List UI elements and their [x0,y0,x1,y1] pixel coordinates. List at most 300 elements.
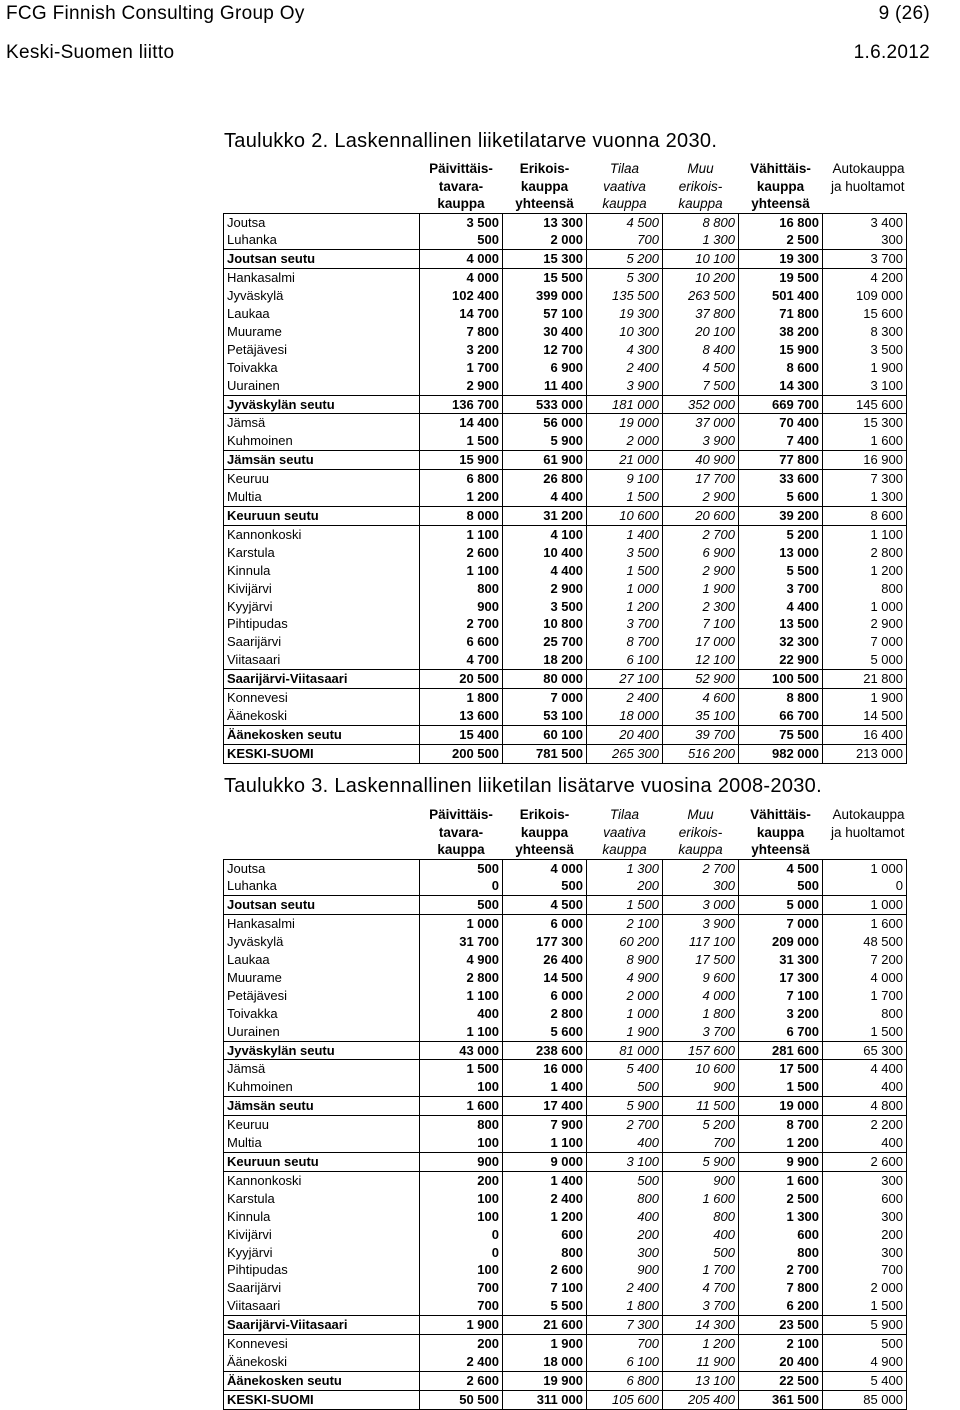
cell-vahittaiskauppa-yhteensa: 500 [739,877,823,895]
cell-muu-erikoiskauppa: 12 100 [663,651,739,669]
table-row [224,341,907,359]
cell-autokauppa: 15 300 [823,414,907,432]
cell-paivittaistavarakauppa: 200 [420,1171,503,1189]
cell-vahittaiskauppa-yhteensa: 7 800 [739,1279,823,1297]
table2-caption: Taulukko 2. Laskennallinen liiketilatarve vuonna 2030. [224,130,718,152]
cell-tilaa-vaativa-kauppa: 3 700 [587,615,663,633]
cell-erikoiskauppa-yhteensa: 26 400 [503,951,587,969]
cell-muu-erikoiskauppa: 17 500 [663,951,739,969]
cell-paivittaistavarakauppa: 500 [420,231,503,249]
cell-paivittaistavarakauppa: 4 900 [420,951,503,969]
cell-muu-erikoiskauppa: 2 300 [663,598,739,616]
cell-paivittaistavarakauppa: 50 500 [420,1390,503,1409]
cell-autokauppa: 7 200 [823,951,907,969]
table-row [224,1297,907,1315]
cell-autokauppa: 3 500 [823,341,907,359]
cell-muu-erikoiskauppa: 8 800 [663,213,739,231]
table-row [224,231,907,249]
cell-muu-erikoiskauppa: 205 400 [663,1390,739,1409]
cell-muu-erikoiskauppa: 3 700 [663,1297,739,1315]
cell-vahittaiskauppa-yhteensa: 5 000 [739,896,823,915]
table-row [224,488,907,506]
cell-muu-erikoiskauppa: 35 100 [663,707,739,725]
table-row [224,1279,907,1297]
cell-tilaa-vaativa-kauppa: 2 400 [587,689,663,707]
cell-autokauppa: 2 200 [823,1116,907,1134]
cell-autokauppa: 400 [823,1134,907,1152]
cell-tilaa-vaativa-kauppa: 2 400 [587,359,663,377]
table-row [224,359,907,377]
cell-paivittaistavarakauppa: 2 600 [420,544,503,562]
cell-erikoiskauppa-yhteensa: 16 000 [503,1060,587,1078]
row-label: Viitasaari [224,651,420,669]
cell-paivittaistavarakauppa: 15 900 [420,451,503,470]
col-header-autokauppa: Autokauppa ja huoltamot [830,807,905,840]
cell-muu-erikoiskauppa: 157 600 [663,1041,739,1060]
cell-vahittaiskauppa-yhteensa: 22 900 [739,651,823,669]
cell-erikoiskauppa-yhteensa: 1 400 [503,1171,587,1189]
cell-erikoiskauppa-yhteensa: 1 200 [503,1208,587,1226]
cell-vahittaiskauppa-yhteensa: 6 700 [739,1023,823,1041]
row-label: Kinnula [224,1208,420,1226]
row-label: Toivakka [224,1005,420,1023]
table-header-row [224,160,907,213]
cell-erikoiskauppa-yhteensa: 1 400 [503,1078,587,1096]
row-label: Jyväskylä [224,287,420,305]
cell-vahittaiskauppa-yhteensa: 14 300 [739,377,823,395]
cell-paivittaistavarakauppa: 14 400 [420,414,503,432]
cell-muu-erikoiskauppa: 39 700 [663,725,739,744]
cell-tilaa-vaativa-kauppa: 1 900 [587,1023,663,1041]
table-row [224,305,907,323]
table-row [224,725,907,744]
cell-paivittaistavarakauppa: 500 [420,896,503,915]
cell-tilaa-vaativa-kauppa: 800 [587,1190,663,1208]
row-label: Kyyjärvi [224,598,420,616]
cell-erikoiskauppa-yhteensa: 6 000 [503,987,587,1005]
cell-tilaa-vaativa-kauppa: 5 200 [587,250,663,269]
cell-paivittaistavarakauppa: 0 [420,877,503,895]
cell-muu-erikoiskauppa: 11 500 [663,1097,739,1116]
row-label: Joutsan seutu [224,896,420,915]
cell-erikoiskauppa-yhteensa: 2 600 [503,1261,587,1279]
cell-tilaa-vaativa-kauppa: 181 000 [587,395,663,414]
row-label: Luhanka [224,231,420,249]
cell-erikoiskauppa-yhteensa: 12 700 [503,341,587,359]
cell-vahittaiskauppa-yhteensa: 23 500 [739,1316,823,1335]
cell-tilaa-vaativa-kauppa: 400 [587,1134,663,1152]
row-label: Saarijärvi-Viitasaari [224,1316,420,1335]
cell-autokauppa: 21 800 [823,670,907,689]
cell-erikoiskauppa-yhteensa: 2 000 [503,231,587,249]
cell-erikoiskauppa-yhteensa: 7 000 [503,689,587,707]
table-row [224,250,907,269]
cell-autokauppa: 4 400 [823,1060,907,1078]
cell-autokauppa: 1 000 [823,859,907,877]
cell-paivittaistavarakauppa: 136 700 [420,395,503,414]
cell-vahittaiskauppa-yhteensa: 1 500 [739,1078,823,1096]
table-row [224,987,907,1005]
cell-muu-erikoiskauppa: 2 900 [663,562,739,580]
cell-vahittaiskauppa-yhteensa: 4 400 [739,598,823,616]
cell-erikoiskauppa-yhteensa: 311 000 [503,1390,587,1409]
cell-paivittaistavarakauppa: 1 000 [420,915,503,933]
table-row [224,1041,907,1060]
row-label: Multia [224,488,420,506]
cell-paivittaistavarakauppa: 800 [420,1116,503,1134]
cell-paivittaistavarakauppa: 2 400 [420,1353,503,1371]
cell-tilaa-vaativa-kauppa: 700 [587,1335,663,1353]
col-header-muu-erikoiskauppa: Muu erikois- kauppa [678,161,723,211]
cell-tilaa-vaativa-kauppa: 1 400 [587,525,663,543]
table-row [224,1116,907,1134]
cell-paivittaistavarakauppa: 400 [420,1005,503,1023]
cell-erikoiskauppa-yhteensa: 17 400 [503,1097,587,1116]
table-row [224,1226,907,1244]
cell-erikoiskauppa-yhteensa: 11 400 [503,377,587,395]
cell-paivittaistavarakauppa: 0 [420,1244,503,1262]
table-row [224,951,907,969]
cell-tilaa-vaativa-kauppa: 4 900 [587,969,663,987]
cell-muu-erikoiskauppa: 40 900 [663,451,739,470]
cell-autokauppa: 3 400 [823,213,907,231]
cell-vahittaiskauppa-yhteensa: 361 500 [739,1390,823,1409]
cell-autokauppa: 1 700 [823,987,907,1005]
cell-autokauppa: 800 [823,1005,907,1023]
col-header-tilaa-vaativa-kauppa: Tilaa vaativa kauppa [602,161,647,211]
cell-autokauppa: 7 000 [823,633,907,651]
row-label: Äänekosken seutu [224,1371,420,1390]
table-row [224,1244,907,1262]
cell-tilaa-vaativa-kauppa: 900 [587,1261,663,1279]
table-row [224,1134,907,1152]
cell-autokauppa: 1 600 [823,432,907,450]
row-label: Keuruu [224,470,420,488]
cell-erikoiskauppa-yhteensa: 600 [503,1226,587,1244]
row-label: Keuruun seutu [224,1153,420,1172]
row-label: Uurainen [224,377,420,395]
cell-muu-erikoiskauppa: 37 000 [663,414,739,432]
cell-erikoiskauppa-yhteensa: 4 500 [503,896,587,915]
cell-muu-erikoiskauppa: 352 000 [663,395,739,414]
col-header-vahittaiskauppa-yhteensa: Vähittäis- kauppa yhteensä [750,161,811,211]
cell-paivittaistavarakauppa: 43 000 [420,1041,503,1060]
cell-erikoiskauppa-yhteensa: 80 000 [503,670,587,689]
cell-erikoiskauppa-yhteensa: 61 900 [503,451,587,470]
cell-erikoiskauppa-yhteensa: 399 000 [503,287,587,305]
table-header-row [224,806,907,859]
page-number: 9 (26) [878,3,930,24]
cell-tilaa-vaativa-kauppa: 3 900 [587,377,663,395]
cell-paivittaistavarakauppa: 7 800 [420,323,503,341]
cell-paivittaistavarakauppa: 1 100 [420,562,503,580]
row-label: Kuhmoinen [224,1078,420,1096]
cell-autokauppa: 4 000 [823,969,907,987]
cell-paivittaistavarakauppa: 8 000 [420,507,503,526]
cell-vahittaiskauppa-yhteensa: 7 400 [739,432,823,450]
row-label: Joutsa [224,213,420,231]
cell-muu-erikoiskauppa: 1 800 [663,1005,739,1023]
cell-tilaa-vaativa-kauppa: 4 500 [587,213,663,231]
cell-erikoiskauppa-yhteensa: 3 500 [503,598,587,616]
cell-paivittaistavarakauppa: 1 100 [420,987,503,1005]
cell-erikoiskauppa-yhteensa: 1 900 [503,1335,587,1353]
cell-tilaa-vaativa-kauppa: 2 100 [587,915,663,933]
cell-autokauppa: 700 [823,1261,907,1279]
cell-autokauppa: 300 [823,1208,907,1226]
row-label: Keuruun seutu [224,507,420,526]
cell-erikoiskauppa-yhteensa: 18 200 [503,651,587,669]
cell-vahittaiskauppa-yhteensa: 281 600 [739,1041,823,1060]
cell-autokauppa: 1 900 [823,689,907,707]
cell-paivittaistavarakauppa: 1 200 [420,488,503,506]
row-label: Äänekoski [224,707,420,725]
cell-autokauppa: 16 400 [823,725,907,744]
row-label: Kannonkoski [224,1171,420,1189]
cell-paivittaistavarakauppa: 900 [420,598,503,616]
cell-vahittaiskauppa-yhteensa: 669 700 [739,395,823,414]
table-row [224,1078,907,1096]
row-label: Jyväskylän seutu [224,1041,420,1060]
table-row [224,287,907,305]
cell-tilaa-vaativa-kauppa: 6 800 [587,1371,663,1390]
cell-muu-erikoiskauppa: 17 000 [663,633,739,651]
cell-muu-erikoiskauppa: 1 300 [663,231,739,249]
table-row [224,395,907,414]
table3-caption: Taulukko 3. Laskennallinen liiketilan lisätarve vuosina 2008-2030. [224,775,822,797]
cell-muu-erikoiskauppa: 263 500 [663,287,739,305]
cell-muu-erikoiskauppa: 1 200 [663,1335,739,1353]
cell-vahittaiskauppa-yhteensa: 501 400 [739,287,823,305]
cell-vahittaiskauppa-yhteensa: 19 500 [739,269,823,287]
cell-erikoiskauppa-yhteensa: 15 500 [503,269,587,287]
table-row [224,651,907,669]
row-label: Pihtipudas [224,615,420,633]
cell-muu-erikoiskauppa: 2 700 [663,859,739,877]
cell-erikoiskauppa-yhteensa: 9 000 [503,1153,587,1172]
cell-paivittaistavarakauppa: 4 000 [420,269,503,287]
cell-erikoiskauppa-yhteensa: 1 100 [503,1134,587,1152]
table-row [224,1208,907,1226]
cell-paivittaistavarakauppa: 2 700 [420,615,503,633]
cell-muu-erikoiskauppa: 4 500 [663,359,739,377]
cell-muu-erikoiskauppa: 9 600 [663,969,739,987]
row-label: Kivijärvi [224,1226,420,1244]
table-row [224,544,907,562]
cell-autokauppa: 14 500 [823,707,907,725]
table-row [224,915,907,933]
cell-erikoiskauppa-yhteensa: 5 900 [503,432,587,450]
cell-vahittaiskauppa-yhteensa: 3 200 [739,1005,823,1023]
cell-erikoiskauppa-yhteensa: 10 400 [503,544,587,562]
cell-erikoiskauppa-yhteensa: 533 000 [503,395,587,414]
cell-muu-erikoiskauppa: 516 200 [663,744,739,763]
cell-tilaa-vaativa-kauppa: 19 000 [587,414,663,432]
table-row [224,670,907,689]
cell-autokauppa: 400 [823,1078,907,1096]
cell-tilaa-vaativa-kauppa: 81 000 [587,1041,663,1060]
row-label: Saarijärvi-Viitasaari [224,670,420,689]
table-row [224,615,907,633]
cell-vahittaiskauppa-yhteensa: 2 500 [739,1190,823,1208]
cell-autokauppa: 85 000 [823,1390,907,1409]
table-row [224,1005,907,1023]
cell-vahittaiskauppa-yhteensa: 5 600 [739,488,823,506]
cell-vahittaiskauppa-yhteensa: 15 900 [739,341,823,359]
cell-tilaa-vaativa-kauppa: 4 300 [587,341,663,359]
cell-tilaa-vaativa-kauppa: 105 600 [587,1390,663,1409]
cell-erikoiskauppa-yhteensa: 2 400 [503,1190,587,1208]
row-label: Kyyjärvi [224,1244,420,1262]
cell-paivittaistavarakauppa: 1 700 [420,359,503,377]
cell-paivittaistavarakauppa: 500 [420,859,503,877]
cell-tilaa-vaativa-kauppa: 27 100 [587,670,663,689]
cell-autokauppa: 2 800 [823,544,907,562]
cell-erikoiskauppa-yhteensa: 53 100 [503,707,587,725]
cell-paivittaistavarakauppa: 0 [420,1226,503,1244]
cell-tilaa-vaativa-kauppa: 10 600 [587,507,663,526]
table-row [224,1171,907,1189]
cell-erikoiskauppa-yhteensa: 56 000 [503,414,587,432]
cell-tilaa-vaativa-kauppa: 3 100 [587,1153,663,1172]
cell-erikoiskauppa-yhteensa: 6 900 [503,359,587,377]
cell-paivittaistavarakauppa: 100 [420,1190,503,1208]
table-row [224,1097,907,1116]
cell-paivittaistavarakauppa: 200 500 [420,744,503,763]
cell-tilaa-vaativa-kauppa: 5 300 [587,269,663,287]
col-header-tilaa-vaativa-kauppa: Tilaa vaativa kauppa [602,807,647,857]
table-row [224,580,907,598]
cell-autokauppa: 48 500 [823,933,907,951]
row-label: Hankasalmi [224,269,420,287]
cell-autokauppa: 8 600 [823,507,907,526]
cell-muu-erikoiskauppa: 14 300 [663,1316,739,1335]
cell-paivittaistavarakauppa: 1 900 [420,1316,503,1335]
cell-muu-erikoiskauppa: 8 400 [663,341,739,359]
cell-autokauppa: 200 [823,1226,907,1244]
cell-muu-erikoiskauppa: 117 100 [663,933,739,951]
cell-paivittaistavarakauppa: 14 700 [420,305,503,323]
cell-muu-erikoiskauppa: 3 700 [663,1023,739,1041]
cell-erikoiskauppa-yhteensa: 5 600 [503,1023,587,1041]
col-header-autokauppa: Autokauppa ja huoltamot [830,161,905,194]
cell-autokauppa: 1 000 [823,896,907,915]
cell-tilaa-vaativa-kauppa: 135 500 [587,287,663,305]
cell-vahittaiskauppa-yhteensa: 2 500 [739,231,823,249]
cell-vahittaiskauppa-yhteensa: 66 700 [739,707,823,725]
table-row [224,1190,907,1208]
cell-tilaa-vaativa-kauppa: 19 300 [587,305,663,323]
row-label: Muurame [224,969,420,987]
table-row [224,432,907,450]
cell-vahittaiskauppa-yhteensa: 71 800 [739,305,823,323]
cell-muu-erikoiskauppa: 700 [663,1134,739,1152]
cell-tilaa-vaativa-kauppa: 2 700 [587,1116,663,1134]
cell-erikoiskauppa-yhteensa: 4 000 [503,859,587,877]
cell-vahittaiskauppa-yhteensa: 77 800 [739,451,823,470]
cell-autokauppa: 600 [823,1190,907,1208]
cell-erikoiskauppa-yhteensa: 177 300 [503,933,587,951]
cell-vahittaiskauppa-yhteensa: 5 200 [739,525,823,543]
cell-autokauppa: 4 200 [823,269,907,287]
row-label: Hankasalmi [224,915,420,933]
cell-tilaa-vaativa-kauppa: 8 900 [587,951,663,969]
cell-paivittaistavarakauppa: 6 800 [420,470,503,488]
cell-erikoiskauppa-yhteensa: 19 900 [503,1371,587,1390]
cell-muu-erikoiskauppa: 1 700 [663,1261,739,1279]
row-label: Kinnula [224,562,420,580]
header-blank [224,806,420,859]
cell-vahittaiskauppa-yhteensa: 4 500 [739,859,823,877]
cell-vahittaiskauppa-yhteensa: 800 [739,1244,823,1262]
cell-autokauppa: 1 000 [823,598,907,616]
cell-tilaa-vaativa-kauppa: 20 400 [587,725,663,744]
row-label: Kannonkoski [224,525,420,543]
cell-tilaa-vaativa-kauppa: 500 [587,1078,663,1096]
cell-paivittaistavarakauppa: 3 500 [420,213,503,231]
table-row [224,507,907,526]
cell-erikoiskauppa-yhteensa: 2 900 [503,580,587,598]
table-row [224,896,907,915]
cell-vahittaiskauppa-yhteensa: 16 800 [739,213,823,231]
cell-erikoiskauppa-yhteensa: 500 [503,877,587,895]
cell-autokauppa: 5 900 [823,1316,907,1335]
table-row [224,1371,907,1390]
row-label: Konnevesi [224,1335,420,1353]
cell-vahittaiskauppa-yhteensa: 8 700 [739,1116,823,1134]
cell-paivittaistavarakauppa: 4 700 [420,651,503,669]
row-label: Viitasaari [224,1297,420,1315]
cell-vahittaiskauppa-yhteensa: 13 500 [739,615,823,633]
cell-erikoiskauppa-yhteensa: 10 800 [503,615,587,633]
cell-autokauppa: 1 500 [823,1023,907,1041]
cell-autokauppa: 213 000 [823,744,907,763]
table-row [224,377,907,395]
row-label: Kuhmoinen [224,432,420,450]
cell-muu-erikoiskauppa: 3 000 [663,896,739,915]
col-header-paivittaistavarakauppa: Päivittäis- tavara- kauppa [429,161,493,211]
row-label: Joutsan seutu [224,250,420,269]
row-label: Pihtipudas [224,1261,420,1279]
table-row [224,1316,907,1335]
cell-paivittaistavarakauppa: 1 600 [420,1097,503,1116]
cell-erikoiskauppa-yhteensa: 2 800 [503,1005,587,1023]
cell-autokauppa: 109 000 [823,287,907,305]
cell-muu-erikoiskauppa: 20 600 [663,507,739,526]
cell-autokauppa: 5 400 [823,1371,907,1390]
document-date: 1.6.2012 [853,42,930,63]
row-label: Jämsän seutu [224,451,420,470]
cell-vahittaiskauppa-yhteensa: 8 600 [739,359,823,377]
cell-paivittaistavarakauppa: 100 [420,1261,503,1279]
cell-tilaa-vaativa-kauppa: 1 500 [587,488,663,506]
cell-autokauppa: 300 [823,231,907,249]
table-row [224,1153,907,1172]
cell-vahittaiskauppa-yhteensa: 19 000 [739,1097,823,1116]
table-row [224,969,907,987]
row-label: Uurainen [224,1023,420,1041]
cell-vahittaiskauppa-yhteensa: 8 800 [739,689,823,707]
cell-vahittaiskauppa-yhteensa: 75 500 [739,725,823,744]
table-row [224,323,907,341]
cell-autokauppa: 3 100 [823,377,907,395]
cell-vahittaiskauppa-yhteensa: 38 200 [739,323,823,341]
cell-paivittaistavarakauppa: 100 [420,1134,503,1152]
cell-autokauppa: 0 [823,877,907,895]
row-label: Toivakka [224,359,420,377]
cell-vahittaiskauppa-yhteensa: 39 200 [739,507,823,526]
cell-vahittaiskauppa-yhteensa: 3 700 [739,580,823,598]
